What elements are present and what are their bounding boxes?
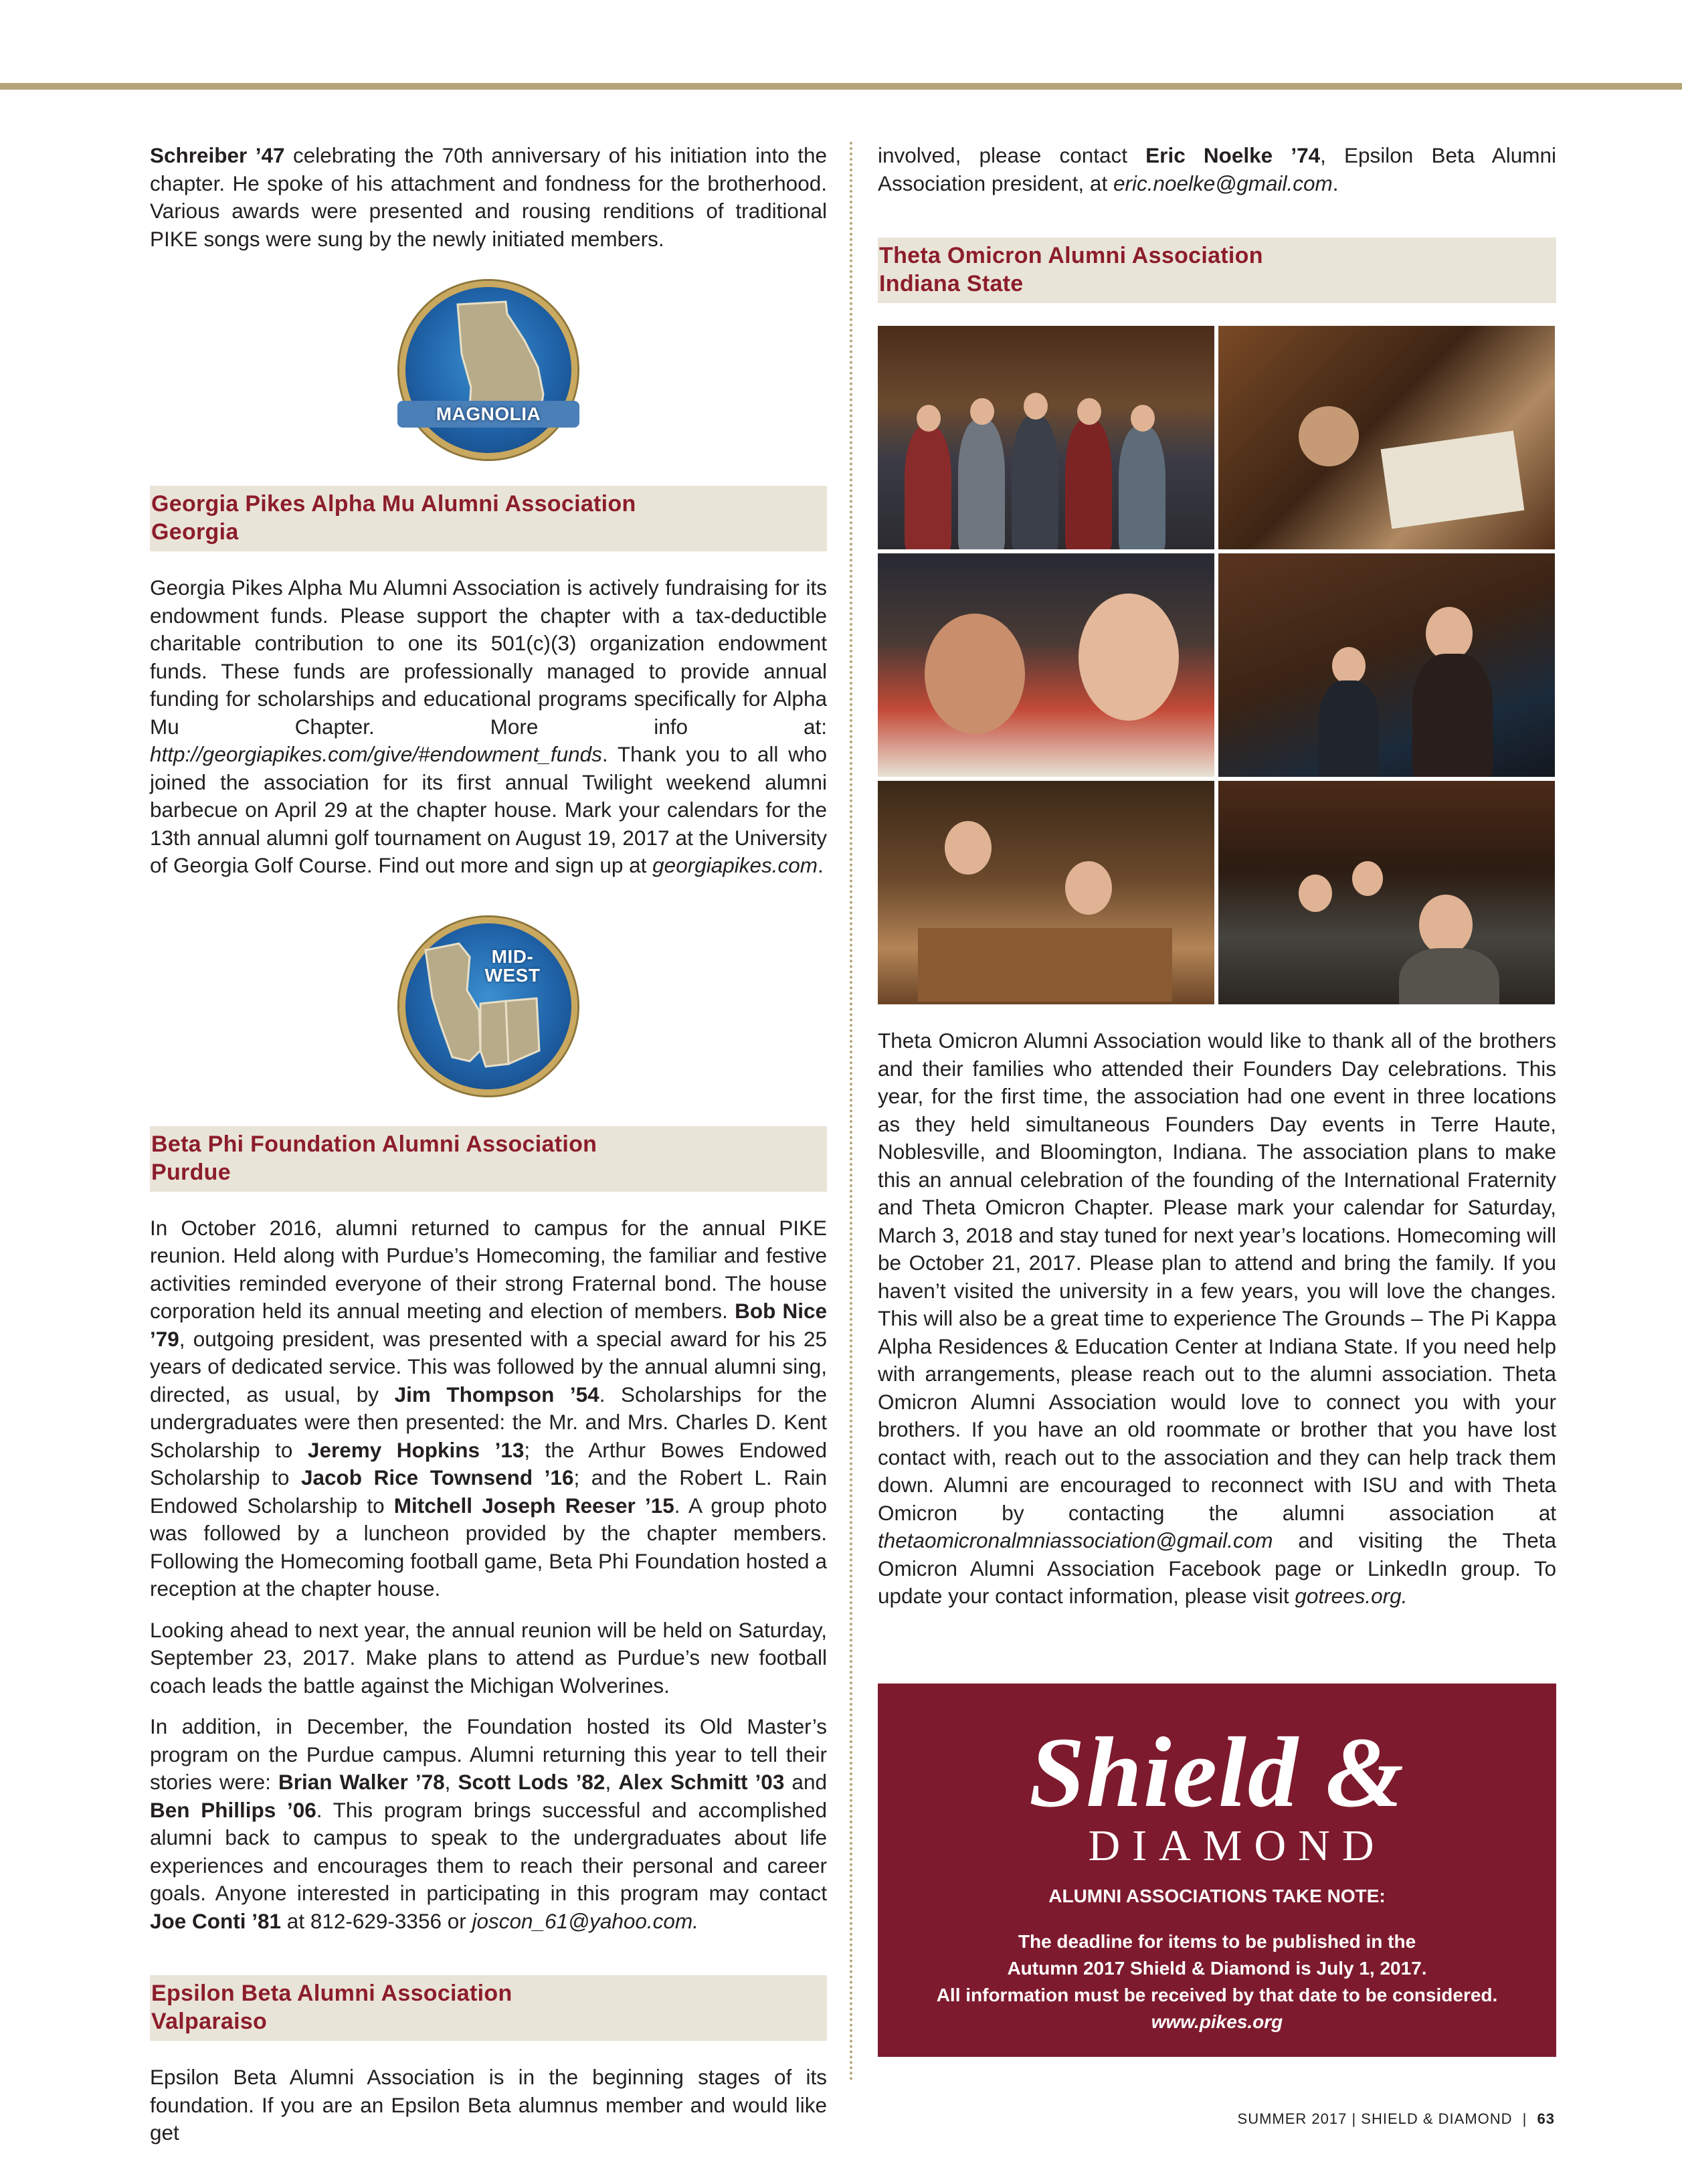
magnolia-label: MAGNOLIA [397, 401, 579, 428]
text-run: . This program brings successful and accomplished alumni back to campus to speak to the undergraduates about life experiences and encourages them to reach their personal and career goals. Anyone interested in participating in this program may contact [150, 1797, 827, 1905]
name-highlight: Scott Lods ’82 [458, 1770, 605, 1794]
purdue-paragraph-3 [150, 1713, 827, 1935]
emphasis-text: http://georgiapikes.com/give/#endowment_funds [150, 742, 602, 766]
emphasis-text: gotrees.org. [1295, 1584, 1408, 1608]
text-run: celebrating the 70th anniversary of his initiation into the chapter. He spoke of his attachment and fondness for the brotherhood. Various awards were presented and rousing renditions of traditional PIKE songs were sung by the newly initiated members. [150, 143, 827, 251]
text-run: and [784, 1770, 827, 1794]
name-highlight: Eric Noelke ’74 [1145, 143, 1321, 167]
text-run: Theta Omicron Alumni Association would like to thank all of the brothers and their families who attended their Founders Day celebrations. This year, for the first time, the association had one event in three locations as they held simultaneous Founders Day events in Terre Haute, Noblesville, and Bloomington, Indiana. The association plans to make this an annual celebration of the founding of the International Fraternity and Theta Omicron Chapter. Please mark your calendar for Saturday, March 3, 2018 and stay tuned for next year’s locations. Homecoming will be October 21, 2017. Please plan to attend and bring the family. If you haven’t visited the university in a few years, you will love the changes. This will also be a great time to experience The Grounds – The Pi Kappa Alpha Residences & Education Center at Indiana State. If you need help with arrangements, please reach out to the alumni association. Theta Omicron Alumni Association would love to connect you with your brothers. If you have an old roommate or brother that you have lost contact with, reach out to the association and they can help track them down. Alumni are encouraged to reconnect with ISU and with Theta Omicron by contacting the alumni association at [878, 1028, 1556, 1525]
text-run: In addition, in December, the Foundation hosted its Old Master’s program on the Purdue campus. Alumni returning this year to tell their stories were: [150, 1714, 827, 1794]
magnolia-badge-wrap [150, 281, 827, 459]
signing-book-photo [1218, 326, 1555, 549]
text-run: ; and the Robert L. Rain Endowed Scholarship to [150, 1465, 827, 1518]
footer-issue: SUMMER 2017 | SHIELD & DIAMOND [1237, 2110, 1513, 2127]
valparaiso-header-line1: Epsilon Beta Alumni Association [151, 1981, 512, 2006]
shield-diamond-notice [878, 1683, 1556, 2057]
text-run: Epsilon Beta Alumni Association is in the beginning stages of its foundation. If you are an Epsilon Beta alumnus member and would like get [150, 2065, 827, 2145]
table-photo [878, 781, 1214, 1004]
valparaiso-header-line2: Valparaiso [151, 2009, 268, 2034]
midwest-region-badge [399, 917, 577, 1095]
valparaiso-continued-paragraph [878, 142, 1556, 197]
intro-paragraph [150, 142, 827, 253]
text-run: . [1332, 171, 1339, 195]
name-highlight: Alex Schmitt ’03 [618, 1770, 785, 1794]
footer-separator: | [1522, 2110, 1527, 2127]
name-highlight: Jacob Rice Townsend ’16 [301, 1465, 574, 1489]
text-run: . [818, 853, 824, 877]
shield-diamond-logo-caps: DIAMOND [1088, 1821, 1386, 1870]
midwest-label [479, 947, 546, 985]
text-run: , [444, 1770, 458, 1794]
georgia-map-icon [405, 287, 571, 453]
name-highlight: Bob Nice ’79 [150, 1299, 827, 1351]
text-run: Georgia Pikes Alpha Mu Alumni Association is actively fundraising for its endowment funds. Please support the chapter with a tax-deductible charitable contribution to one its 501(c)(3) organization endowment funds. These funds are professionally managed to provide annual funding for scholarships and educational programs specifically for Alpha Mu Chapter. More info at: [150, 575, 827, 739]
valparaiso-section-header [150, 1975, 827, 2041]
left-column [150, 142, 827, 2161]
ad-line-2: Autumn 2017 Shield & Diamond is July 1, 2017. [1007, 1958, 1427, 1979]
top-rule [0, 83, 1682, 90]
purdue-paragraph-2 [150, 1617, 827, 1700]
text-run: involved, please contact [878, 143, 1146, 167]
group-photo [878, 326, 1214, 549]
theta-omicron-section-header [878, 238, 1556, 303]
emphasis-text: thetaomicronalmniassociation@gmail.com [878, 1528, 1273, 1552]
emphasis-text: eric.noelke@gmail.com [1113, 171, 1333, 195]
theta-header-line2: Indiana State [879, 271, 1024, 296]
text-run: Looking ahead to next year, the annual reunion will be held on Saturday, September 23, 2017. Make plans to attend as Purdue’s new football coach leads the battle against the Michigan Wolverines. [150, 1617, 827, 1698]
text-run: , Epsilon Beta Alumni Association president, at [878, 143, 1556, 195]
ad-note-heading: ALUMNI ASSOCIATIONS TAKE NOTE: [1048, 1886, 1386, 1906]
valparaiso-paragraph [150, 2064, 827, 2147]
purdue-paragraph-1 [150, 1214, 827, 1603]
name-highlight: Brian Walker ’78 [278, 1770, 445, 1794]
purdue-header-line1: Beta Phi Foundation Alumni Association [151, 1131, 597, 1157]
column-divider [850, 142, 852, 2082]
text-run: , outgoing president, was presented with a special award for his 25 years of dedicated service. This was followed by the annual alumni sing, directed, as usual, by [150, 1326, 827, 1406]
georgia-header-line1: Georgia Pikes Alpha Mu Alumni Association [151, 491, 636, 517]
name-highlight: Joe Conti ’81 [150, 1908, 282, 1933]
georgia-paragraph [150, 574, 827, 880]
purdue-header-line2: Purdue [151, 1159, 231, 1185]
founders-day-photo-grid [878, 326, 1556, 1004]
restaurant-photo [1218, 781, 1555, 1004]
name-highlight: Mitchell Joseph Reeser ’15 [393, 1493, 674, 1518]
ad-body [878, 1928, 1556, 2035]
ad-url[interactable]: www.pikes.org [1151, 2011, 1283, 2032]
emphasis-text: georgiapikes.com [652, 853, 818, 877]
purdue-section-header [150, 1126, 827, 1192]
text-run: . Thank you to all who joined the association for its first annual Twilight weekend alumni barbecue on April 29 at the chapter house. Mark your calendars for the 13th annual alumni golf tournament on August 19, 2017 at the University of Georgia Golf Course. Find out more and sign up at [150, 742, 827, 877]
emphasis-text: joscon_61@yahoo.com. [472, 1908, 698, 1933]
theta-header-line1: Theta Omicron Alumni Association [879, 243, 1263, 268]
name-highlight: Schreiber ’47 [150, 143, 285, 167]
name-highlight: Jim Thompson ’54 [394, 1382, 599, 1406]
selfie-photo [878, 553, 1214, 777]
text-run: . A group photo was followed by a luncheon provided by the chapter members. Following the Homecoming football game, Beta Phi Foundation hosted a reception at the chapter house. [150, 1493, 828, 1601]
ad-line-1: The deadline for items to be published in the [1018, 1931, 1416, 1952]
page-footer [1238, 2110, 1555, 2128]
right-column [878, 142, 1556, 1624]
name-highlight: Jeremy Hopkins ’13 [307, 1437, 525, 1462]
name-highlight: Ben Phillips ’06 [150, 1797, 316, 1822]
text-run: , [605, 1770, 619, 1794]
text-run: at 812-629-3356 or [281, 1908, 472, 1933]
georgia-section-header [150, 486, 827, 551]
midwest-label-line2: WEST [484, 964, 541, 986]
page-number: 63 [1537, 2110, 1555, 2127]
text-run: ; the Arthur Bowes Endowed Scholarship to [150, 1437, 827, 1489]
text-run: and visiting the Theta Omicron Alumni Association Facebook page or LinkedIn group. To update your contact information, please visit [878, 1528, 1556, 1608]
theta-omicron-paragraph [878, 1027, 1556, 1611]
shield-diamond-logo-script: Shield & [1029, 1717, 1405, 1828]
midwest-label-line1: MID- [491, 945, 534, 967]
text-run: In October 2016, alumni returned to campus for the annual PIKE reunion. Held along with Purdue’s Homecoming, the familiar and festive activities reminded everyone of their strong Fraternal bond. The house corporation held its annual meeting and election of members. [150, 1215, 827, 1323]
text-run: . Scholarships for the undergraduates were then presented: the Mr. and Mrs. Charles D. Kent Scholarship to [150, 1382, 827, 1462]
magnolia-region-badge [399, 281, 577, 459]
midwest-badge-wrap [150, 917, 827, 1095]
gathering-photo [1218, 553, 1555, 777]
georgia-header-line2: Georgia [151, 519, 239, 545]
ad-line-3: All information must be received by that date to be considered. [936, 1985, 1498, 2005]
